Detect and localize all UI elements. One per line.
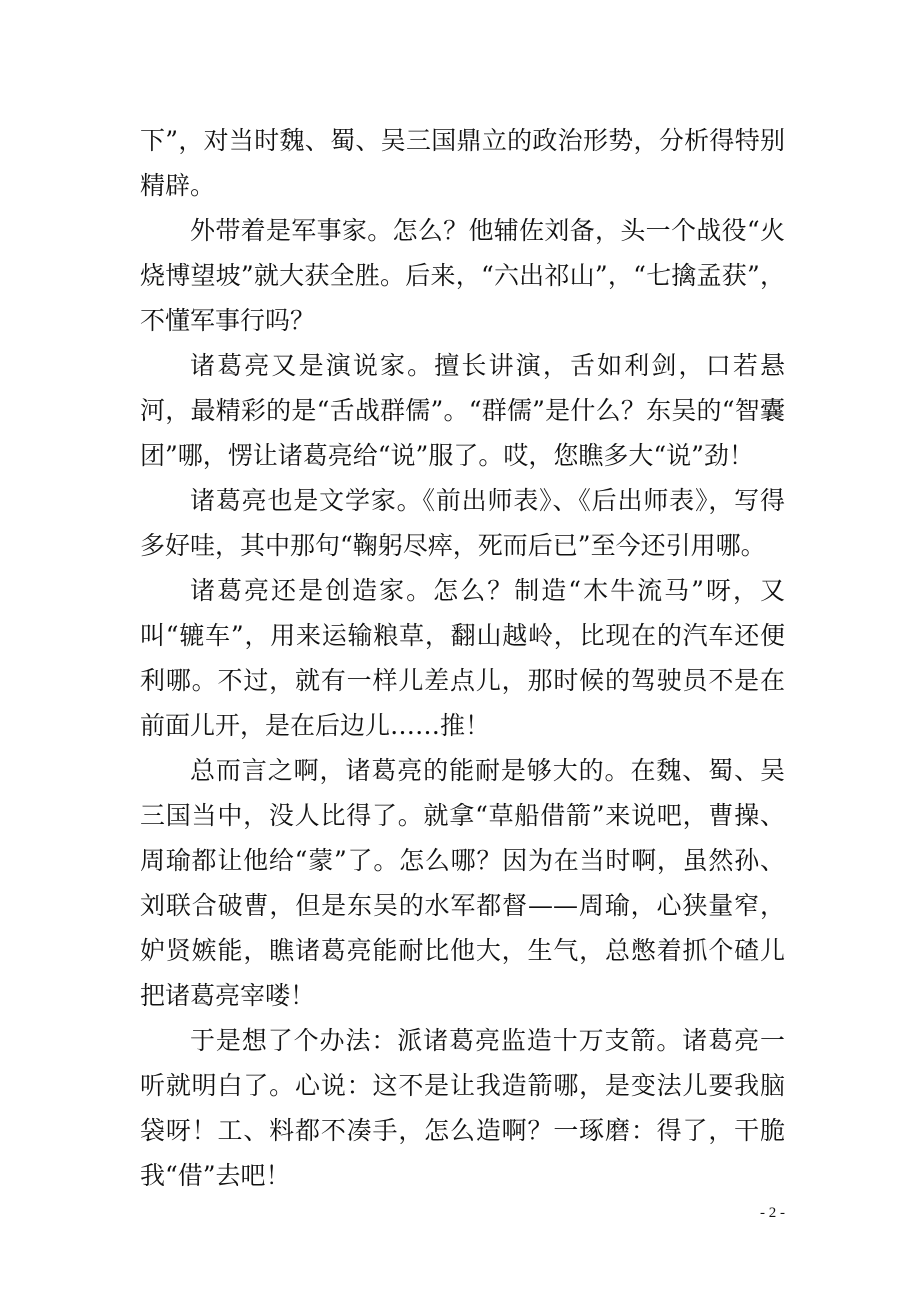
paragraph-military: 外带着是军事家。怎么？他辅佐刘备，头一个战役“火烧博望坡”就大获全胜。后来，“六出祁山”，“七擒孟获”，不懂军事行吗？ (140, 216, 785, 335)
paragraph-inventor: 诸葛亮还是创造家。怎么？制造“木牛流马”呀，又叫“辘车”，用来运输粮草，翻山越岭，比现在的汽车还便利哪。不过，就有一样儿差点儿，那时候的驾驶员不是在前面儿开，是在后边儿……推！ (140, 576, 785, 740)
document-body (140, 118, 785, 1198)
paragraph-orator: 诸葛亮又是演说家。擅长讲演，舌如利剑，口若悬河，最精彩的是“舌战群儒”。“群儒”是什么？东吴的“智囊团”哪，愣让诸葛亮给“说”服了。哎，您瞧多大“说”劲！ (140, 351, 785, 470)
paragraph-summary: 总而言之啊，诸葛亮的能耐是够大的。在魏、蜀、吴三国当中，没人比得了。就拿“草船借箭”来说吧，曹操、周瑜都让他给“蒙”了。怎么哪？因为在当时啊，虽然孙、刘联合破曹，但是东吴的水军都督——周瑜，心狭量窄，妒贤嫉能，瞧诸葛亮能耐比他大，生气，总憋着抓个碴儿把诸葛亮宰喽！ (140, 756, 785, 1010)
paragraph-arrows: 于是想了个办法：派诸葛亮监造十万支箭。诸葛亮一听就明白了。心说：这不是让我造箭哪，是变法儿要我脑袋呀！工、料都不凑手，怎么造啊？一琢磨：得了，干脆我“借”去吧！ (140, 1026, 785, 1190)
paragraph-writer: 诸葛亮也是文学家。《前出师表》、《后出师表》，写得多好哇，其中那句“鞠躬尽瘁，死而后已”至今还引用哪。 (140, 486, 785, 560)
paragraph-continuation: 下”，对当时魏、蜀、吴三国鼎立的政治形势，分析得特别精辟。 (140, 126, 785, 200)
page-number: - 2 - (760, 1205, 785, 1221)
